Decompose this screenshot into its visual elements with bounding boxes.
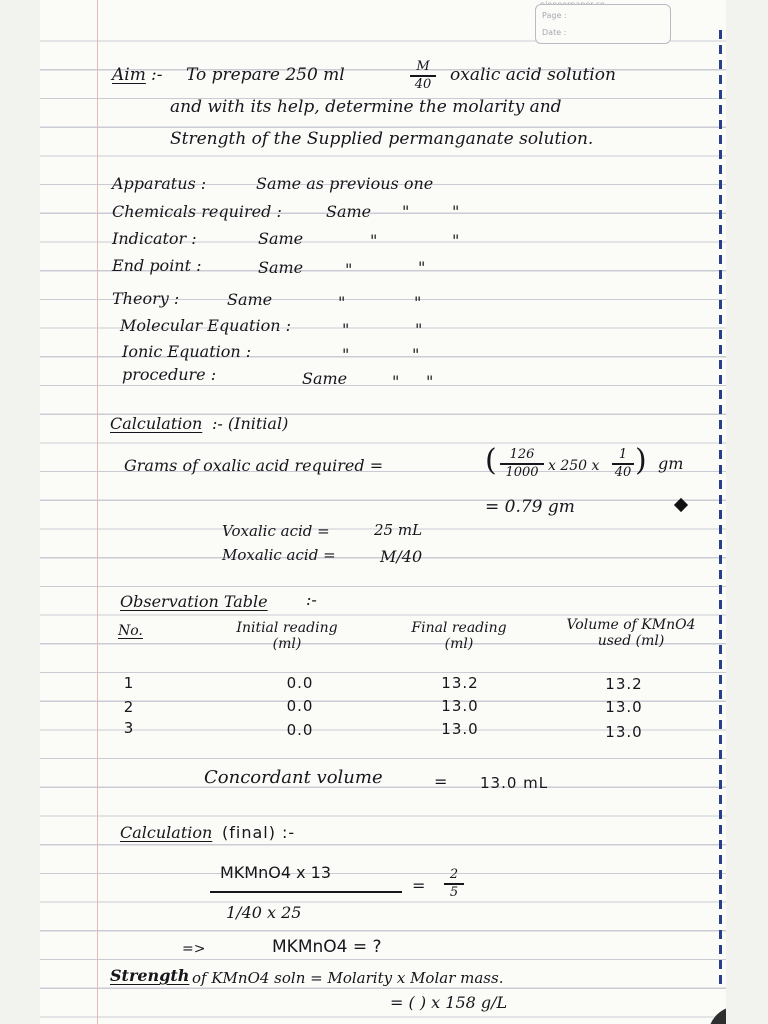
cell-initial: 0.0 xyxy=(286,674,314,692)
fraction-1-40 xyxy=(612,448,634,480)
final-numerator: MKMnO4 x 13 xyxy=(220,863,332,882)
m-oxalic-value: M/40 xyxy=(380,547,423,566)
close-paren: ) xyxy=(635,443,647,478)
concordant-value: 13.0 mL xyxy=(480,774,549,792)
detail-value: Same xyxy=(258,258,304,277)
calc-initial-suffix: :- (Initial) xyxy=(212,414,289,433)
open-paren: ( xyxy=(485,443,497,478)
ditto-mark: " xyxy=(426,372,434,391)
header-volume xyxy=(558,617,704,649)
frac2-num: 1 xyxy=(618,447,628,462)
observation-title: Observation Table xyxy=(120,592,268,611)
detail-value: Same as previous one xyxy=(256,174,434,193)
strength-text: of KMnO4 soln = Molarity x Molar mass. xyxy=(192,969,504,987)
header-initial xyxy=(222,620,352,652)
notebook-page xyxy=(40,0,726,1024)
detail-label: Apparatus : xyxy=(112,174,207,193)
m-oxalic-label: Moxalic acid = xyxy=(222,546,336,564)
ditto-mark: " xyxy=(345,260,353,279)
final-fraction-bar xyxy=(210,891,402,893)
detail-value: Same xyxy=(302,369,348,388)
ink-blot xyxy=(674,498,688,512)
fraction-126-1000 xyxy=(500,448,544,480)
implies-arrow: => xyxy=(182,941,206,957)
ditto-mark: " xyxy=(452,231,460,250)
ditto-mark: " xyxy=(418,258,426,277)
header-no: No. xyxy=(118,623,143,639)
header-initial-line1: Initial reading xyxy=(236,620,338,636)
aim-line1a: To prepare 250 ml xyxy=(186,65,345,85)
frac1-num: 126 xyxy=(509,447,535,462)
calc-final-suffix: (final) :- xyxy=(222,823,296,842)
calc-mid: x 250 x xyxy=(548,458,600,474)
ditto-mark: " xyxy=(415,320,423,339)
detail-value: Same xyxy=(258,229,304,248)
cell-no: 2 xyxy=(123,698,135,716)
calc-final-heading: Calculation xyxy=(120,823,213,842)
fraction-2-5 xyxy=(444,868,464,900)
aim-line3: Strength of the Supplied permanganate solution. xyxy=(170,129,594,149)
v-oxalic-value: 25 mL xyxy=(374,521,423,539)
aim-sep: :- xyxy=(151,65,163,85)
grams-result: = 0.79 gm xyxy=(485,497,575,517)
aim-line1b: oxalic acid solution xyxy=(450,65,616,85)
cell-no: 3 xyxy=(123,719,135,737)
concordant-label: Concordant volume xyxy=(204,767,383,788)
header-volume-line1: Volume of KMnO4 xyxy=(566,617,696,633)
frac1-den: 1000 xyxy=(505,464,539,480)
detail-label: Indicator : xyxy=(112,229,197,248)
strength-label: Strength xyxy=(110,966,190,985)
detail-label: End point : xyxy=(112,256,202,275)
rhs-num: 2 xyxy=(449,867,459,882)
ditto-mark: " xyxy=(452,202,460,221)
page-label: Page : xyxy=(542,11,567,20)
observation-title-suffix: :- xyxy=(306,590,317,609)
ditto-mark: " xyxy=(402,202,410,221)
calc-initial-heading: Calculation xyxy=(110,414,203,433)
detail-label: Chemicals required : xyxy=(112,202,282,221)
concordant-eq: = xyxy=(434,772,448,791)
ditto-mark: " xyxy=(414,293,422,312)
final-eq: = xyxy=(412,876,426,895)
cell-volume: 13.0 xyxy=(605,698,643,716)
header-initial-line2: (ml) xyxy=(272,636,302,652)
detail-label: Theory : xyxy=(112,289,180,308)
aim-line2: and with its help, determine the molarity and xyxy=(170,97,562,117)
frac2-den: 40 xyxy=(614,464,632,480)
cell-final: 13.0 xyxy=(441,697,479,715)
aim-fraction xyxy=(410,60,436,92)
ditto-mark: " xyxy=(338,293,346,312)
ditto-mark: " xyxy=(342,345,350,364)
detail-label: Molecular Equation : xyxy=(120,316,291,335)
detail-value: Same xyxy=(227,290,273,309)
ditto-mark: " xyxy=(370,231,378,250)
detail-value: Same xyxy=(326,202,372,221)
rhs-den: 5 xyxy=(449,884,459,900)
strength-line2: = ( ) x 158 g/L xyxy=(390,993,508,1012)
grams-label: Grams of oxalic acid required = xyxy=(124,456,384,475)
cell-initial: 0.0 xyxy=(286,721,314,739)
aim-frac-den: 40 xyxy=(414,76,432,92)
header-final xyxy=(396,620,522,652)
unit-gm: gm xyxy=(658,454,684,473)
cell-no: 1 xyxy=(123,674,135,692)
header-volume-line2: used (ml) xyxy=(597,633,665,649)
cell-volume: 13.2 xyxy=(605,675,643,693)
cell-volume: 13.0 xyxy=(605,723,643,741)
aim-label: Aim xyxy=(112,65,146,85)
cell-final: 13.2 xyxy=(441,674,479,692)
detail-label: procedure : xyxy=(122,365,217,384)
v-oxalic-label: Voxalic acid = xyxy=(222,522,330,540)
cell-final: 13.0 xyxy=(441,720,479,738)
final-result: MKMnO4 = ? xyxy=(272,937,382,957)
detail-label: Ionic Equation : xyxy=(122,342,252,361)
ditto-mark: " xyxy=(412,345,420,364)
header-final-line2: (ml) xyxy=(444,636,474,652)
ditto-mark: " xyxy=(342,320,350,339)
date-label: Date : xyxy=(542,28,567,37)
spiral-binding xyxy=(719,30,722,990)
page-date-box xyxy=(535,4,671,44)
binder-clip xyxy=(708,1006,726,1024)
final-denominator: 1/40 x 25 xyxy=(226,903,302,922)
cell-initial: 0.0 xyxy=(286,697,314,715)
aim-frac-num: M xyxy=(416,59,430,74)
margin-line xyxy=(97,0,98,1024)
header-final-line1: Final reading xyxy=(411,620,507,636)
ditto-mark: " xyxy=(392,372,400,391)
